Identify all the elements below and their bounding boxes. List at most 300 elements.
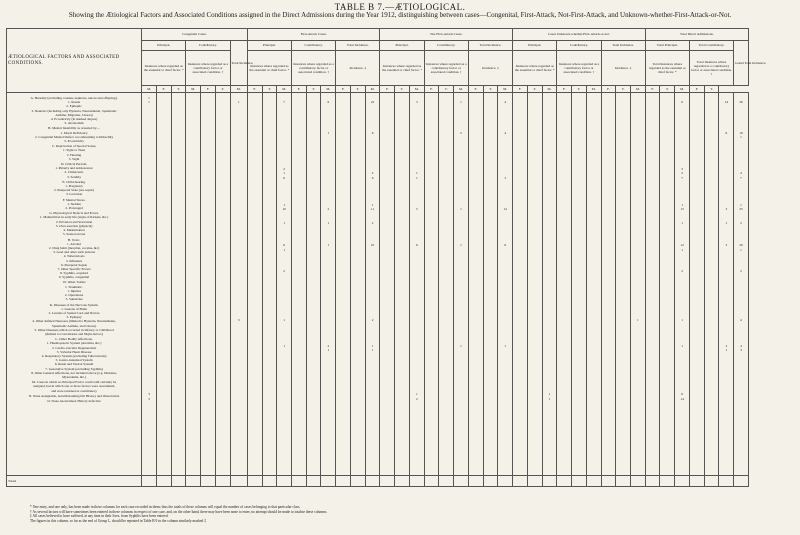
value-cell: 3 [725,207,728,212]
value-cell [455,300,467,304]
factor-label: 2. Hearing [66,152,82,157]
mft-header: F. [513,86,528,93]
value-cell [411,300,423,304]
total-cell [483,476,498,487]
value-cell: 4 [740,317,742,322]
mft-header: T. [572,86,587,93]
section-heading: H. Toxic. [67,237,81,242]
totals-label: Totals [7,476,142,487]
section-heading: O. None Ascertained, History defective [47,399,101,404]
value-column-unk-t [631,93,646,476]
value-cell [232,402,246,406]
value-cell [720,176,732,180]
value-cell [411,158,423,162]
value-cell [544,282,556,286]
value-cell: 4 [740,171,742,176]
value-column [572,93,587,476]
value-cell [322,282,334,286]
value-cell [455,122,467,126]
value-cell [411,140,423,144]
value-cell [232,194,246,198]
mft-header: T. [171,86,186,93]
value-column [439,93,454,476]
value-cell [455,282,467,286]
table-title: TABLE B 7.—ÆTIOLOGICAL. [334,2,466,12]
mft-header: T. [306,86,321,93]
value-column [262,93,277,476]
mft-header: T. [616,86,631,93]
value-cell [232,300,246,304]
value-cell: 2 [740,221,742,225]
mft-header: M. [542,86,557,93]
value-cell [367,282,379,286]
mft-header: T. [262,86,277,93]
footnote-4: The figures in this column, so far as the end of Group L, should be repeated in Table B 9 in the column similarly marked ‡ [30,518,207,523]
total-cell [513,476,528,487]
value-cell [676,335,688,339]
factor-label: 2. Epileptic [66,104,82,109]
value-cell: 6 [327,100,330,105]
value-cell [455,176,467,180]
section-heading: C. Deprivation of Special Sense. [51,144,97,149]
mft-header: M. [230,86,247,93]
sub-contributory: Contributory. [186,41,230,51]
value-cell [676,282,688,286]
value-cell [735,335,747,339]
value-cell [544,300,556,304]
value-column [557,93,572,476]
value-cell: 1 [548,391,551,396]
mft-header: F. [292,86,307,93]
footnote-3: ‡ All cases believed to have suffered, at any time in their lives, from Syphilis have been entered. [30,514,169,519]
value-cell [676,378,688,382]
value-cell [232,176,246,180]
value-column-cong-t [230,93,247,476]
total-cell [380,476,395,487]
value-cell [735,397,747,401]
mft-header: T. [215,86,230,93]
mft-header: M. [631,86,646,93]
value-cell [278,122,290,126]
value-cell: 1 [460,100,462,105]
factor-label: 1. Alcohol [67,241,82,246]
factor-label: 1. Haemopoietic System (Anæmia, &c.) [46,341,102,346]
value-cell [735,194,747,198]
value-cell: 14 [680,397,684,401]
value-cell [676,194,688,198]
value-cell [720,402,732,406]
value-cell: 1 [283,317,285,322]
value-cell: 3 [740,348,742,353]
value-cell [322,392,334,396]
value-cell [676,122,688,126]
total-cell [186,476,201,487]
value-cell: 2 [681,171,683,176]
group-total-direct: Total Direct Admissions. [645,29,748,41]
mft-header: T. [527,86,542,93]
value-cell: 1 [740,203,742,207]
value-cell [632,234,644,238]
value-cell: 1 [504,344,507,348]
factor-label: 3. Sight [68,156,80,161]
factor-label: Asthma, Migraine, Chorea) [55,112,93,117]
value-column [171,93,186,476]
value-cell [367,300,379,304]
value-cell [720,335,732,339]
value-cell [499,300,511,304]
factor-label: 3. Over-exertion (physical) [55,223,93,228]
value-cell [720,122,732,126]
value-cell [499,397,511,401]
total-cell [395,476,410,487]
total-cell [454,476,469,487]
value-cell: 1 [327,221,330,225]
value-cell [499,194,511,198]
section-heading: A. Heredity (excluding cousins, nephews, nieces and offspring). [30,96,118,100]
value-cell [735,378,747,382]
value-cell [735,140,747,144]
value-cell: 1 [283,247,285,252]
total-cell [468,476,483,487]
value-cell [720,300,732,304]
value-cell [411,378,423,382]
value-cell [544,122,556,126]
mft-header: M. [675,86,690,93]
factor-label: 3. Lead and other such poisons [53,250,96,255]
value-cell: 9 [681,100,683,105]
value-cell [322,300,334,304]
mft-header: F. [424,86,439,93]
mft-header: F. [156,86,171,93]
value-cell: 1 [415,171,418,176]
value-cell [499,140,511,144]
total-cell [306,476,321,487]
value-cell [544,140,556,144]
value-cell [411,282,423,286]
value-cell: 10 [739,131,743,135]
value-cell [278,378,290,382]
totals-row [7,476,796,487]
factor-label: 2. Cardio-vascular Degeneration [51,345,97,350]
sub-total-principal: Total Principal. [645,41,689,51]
value-column [350,93,365,476]
sub-total-incidence: Total Incidence. [601,41,645,51]
value-column [247,93,262,476]
factor-label: 4. Tuberculosis [63,254,85,259]
value-cell: 3 [725,243,728,248]
section-heading: N. None Assignable, notwithstanding full History and Observation [28,393,120,398]
mft-header: M. [586,86,601,93]
factor-label: Spasmodic Asthma, and Chorea) [51,323,97,328]
mft-header: F. [336,86,351,93]
value-cell [632,194,644,198]
value-cell [455,140,467,144]
value-cell [322,234,334,238]
value-column-cong-p [142,93,157,476]
total-cell [631,476,646,487]
section-heading: D. Critical Periods. [60,162,88,167]
value-cell [720,282,732,286]
value-cell [544,335,556,339]
value-cell [632,397,644,401]
factor-label: 3. Sunstroke [65,297,83,302]
mft-header: F. [689,86,704,93]
value-column-fa-p [277,93,292,476]
value-cell [632,207,644,211]
value-cell [676,234,688,238]
value-cell [143,378,155,382]
value-column [215,93,230,476]
value-cell [232,397,246,401]
value-cell: 1 [371,344,374,348]
value-column [616,93,631,476]
value-column [586,93,601,476]
value-cell [544,176,556,180]
desc-total: Incidence. ‡ [601,51,645,86]
value-cell: 1 [148,96,150,100]
footnotes [30,505,770,523]
sub-principal: Principal. [513,41,557,51]
mft-header: M. [321,86,336,93]
mft-header: T. [350,86,365,93]
value-cell [232,158,246,162]
value-cell: 2 [327,344,330,348]
value-column [336,93,351,476]
desc-total: Incidence. ‡ [468,51,512,86]
value-cell: 3 [725,344,728,348]
factor-label: 1. Sudden [67,201,81,206]
factor-label: 2. Privation and Starvation [55,219,93,224]
value-cell [322,335,334,339]
value-cell: 1 [283,171,285,176]
value-cell [278,397,290,401]
value-cell [232,335,246,339]
mft-header: F. [645,86,660,93]
section-heading: M. Cases in which no Principal Factor could with certainty be [32,380,117,385]
value-cell [455,234,467,238]
total-cell [586,476,601,487]
total-cell [616,476,631,487]
value-cell: 25 [739,207,743,212]
value-cell [367,402,379,406]
mft-header: F. [468,86,483,93]
factor-label: 4. Other defined Neuroses (limited to Hysteria, Neurasthenia, [32,319,116,324]
total-cell [424,476,439,487]
group-unknown: Cases Unknown-whether-First-Attack-or-not. [513,29,646,41]
value-cell [232,392,246,396]
value-cell: 1 [415,391,418,396]
value-cell: 1 [371,203,374,207]
total-cell [734,476,749,487]
value-cell: 22 [370,100,375,105]
value-cell: 1 [460,207,462,212]
value-column [201,93,216,476]
value-cell [143,402,155,406]
factor-label: 5. Influenza [65,258,83,263]
value-cell [720,140,732,144]
factor-label: 5. Gastro-intestinal System [55,358,93,363]
value-cell: 2 [415,397,418,401]
factor-labels [7,93,142,476]
value-cell [676,402,688,406]
section-heading: E. Child-bearing. [62,179,86,184]
value-cell [499,122,511,126]
factor-label: 1. Malnutrition in early life (signs of Rickets, &c.) [39,215,109,220]
value-cell: 2 [460,131,462,135]
sub-total-incidence: Total Incidence. [468,41,512,51]
factor-label: 1. Lesions of Brain [61,306,88,311]
value-cell [278,392,290,396]
value-cell: 1 [548,397,551,401]
value-cell [232,122,246,126]
aetiological-table [6,28,796,487]
value-cell [499,392,511,396]
total-cell [601,476,616,487]
desc-principal: Instances where regarded as the essential or chief factor. * [380,51,424,86]
value-cell [278,335,290,339]
value-cell [499,402,511,406]
total-cell [365,476,380,487]
value-cell [367,158,379,162]
value-cell [735,402,747,406]
value-cell: 1 [725,348,728,353]
value-column [513,93,528,476]
factor-label: 2. Drug habit (morphia, cocaine, &c) [48,245,100,250]
value-cell [278,300,290,304]
value-column [645,93,660,476]
value-cell: 3 [237,317,240,322]
value-cell [411,194,423,198]
desc-principal: Instances where regarded as the essential or chief factor. * [513,51,557,86]
total-cell [542,476,557,487]
value-cell: 1 [415,175,418,180]
value-cell: 7 [740,175,742,180]
value-cell: 1 [283,344,285,348]
value-cell [735,300,747,304]
mft-header: M. [277,86,292,93]
value-cell [143,234,155,238]
value-cell [143,158,155,162]
total-cell [201,476,216,487]
sub-principal: Principal. [247,41,291,51]
factor-label: 1. Puberty and Adolescence [55,166,93,171]
footnote-2: † As several factors will have sometimes been entered in these columns in respect of one case, and, on the other hand, there may have been none to enter, no attempt should be made to totalise these columns. [30,509,328,514]
section-heading: L. Other Bodily Affections. [55,337,93,342]
value-cell: 1 [460,243,462,248]
sub-total-incidence: Total Incidence. [336,41,380,51]
value-cell: 10 [370,243,375,248]
value-cell [143,122,155,126]
value-cell: 6 [283,175,285,180]
factor-label: 4. Masturbation [63,228,85,233]
value-cell [720,378,732,382]
mft-header: F. [557,86,572,93]
mft-header: T. [395,86,410,93]
factor-label: 2. Operations [64,293,84,298]
value-cell [720,194,732,198]
desc-contributory: Instances where regarded as a contributory factor or associated condition. † [557,51,601,86]
value-cell [322,158,334,162]
total-cell [142,476,157,487]
value-cell [632,282,644,286]
factor-label: 1. Insane [67,100,81,105]
value-cell: 1 [327,243,330,248]
value-cell: 1 [681,247,683,252]
value-cell [367,378,379,382]
factor-label: 3. Eccentricity [64,139,84,144]
value-column-nfa-p [409,93,424,476]
value-column [483,93,498,476]
value-cell [232,207,246,211]
value-cell [322,140,334,144]
value-cell [143,335,155,339]
value-cell [143,282,155,286]
value-cell: 6 [371,175,374,180]
mft-header: M. [454,86,469,93]
total-cell [247,476,262,487]
factor-label: (limited to Convulsions and Night-terrors) [45,331,103,336]
desc-contributory: Instances where regarded as a contributory factor or associated condition. † [424,51,468,86]
value-cell [455,397,467,401]
group-congenital: Congenital Cases. [142,29,248,41]
factor-label: 3. Senility [67,174,82,179]
value-cell [735,234,747,238]
value-cell [367,122,379,126]
section-heading: K. Diseases of the Nervous System. [49,302,99,307]
mft-header: M. [498,86,513,93]
factor-label: and were returned as contributory [51,388,97,393]
value-cell: 1 [327,131,330,135]
total-cell [336,476,351,487]
factor-label: 1. Pregnancy [65,184,83,189]
mft-header: F. [247,86,262,93]
value-cell: 6 [283,243,285,248]
factor-label: 3. Lactation [65,192,83,197]
value-column-fa-t [365,93,380,476]
value-cell: 1 [681,203,683,207]
total-cell [572,476,587,487]
value-cell: 3 [681,167,683,171]
value-cell [632,158,644,162]
value-cell [322,122,334,126]
value-cell [735,158,747,162]
value-cell: 2 [681,268,683,273]
value-cell [232,234,246,238]
value-column-nfa-t [498,93,513,476]
total-cell [557,476,572,487]
value-cell: 3 [415,100,418,105]
desc-total: Incidence. ‡ [336,51,380,86]
value-cell [544,194,556,198]
factor-label: 3. Epilepsy [66,315,82,320]
sub-principal: Principal. [380,41,424,51]
factor-label: 9. Syphilis, congenital [58,275,90,280]
factor-label: 6. Renal and Vesical System [54,362,94,367]
value-column-fa-c [321,93,336,476]
mft-header: T. [483,86,498,93]
total-cell [660,476,675,487]
total-cell [350,476,365,487]
value-cell: 1 [283,203,285,207]
value-cell [232,378,246,382]
group-first-attack: First-Attack Cases. [247,29,380,41]
factor-label: 6. Puerperal Sepsis [61,262,88,267]
value-cell [632,335,644,339]
value-cell [720,392,732,396]
sub-total-contributory: Total Contributory. [689,41,733,51]
value-cell: 7 [681,175,683,180]
desc-total-contributory: Total Instances where regarded as a contributory factor or associated condition. † [689,51,733,86]
